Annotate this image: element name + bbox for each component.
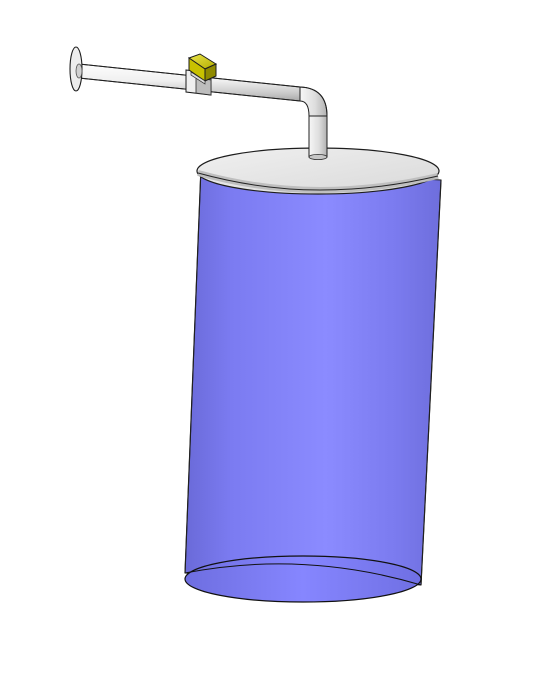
vertical-pipe <box>309 115 327 160</box>
tank-bottom <box>185 556 421 602</box>
valve <box>186 54 216 95</box>
inlet-flange <box>70 47 82 91</box>
pipe-elbow <box>300 87 327 116</box>
tank-body <box>185 167 441 585</box>
